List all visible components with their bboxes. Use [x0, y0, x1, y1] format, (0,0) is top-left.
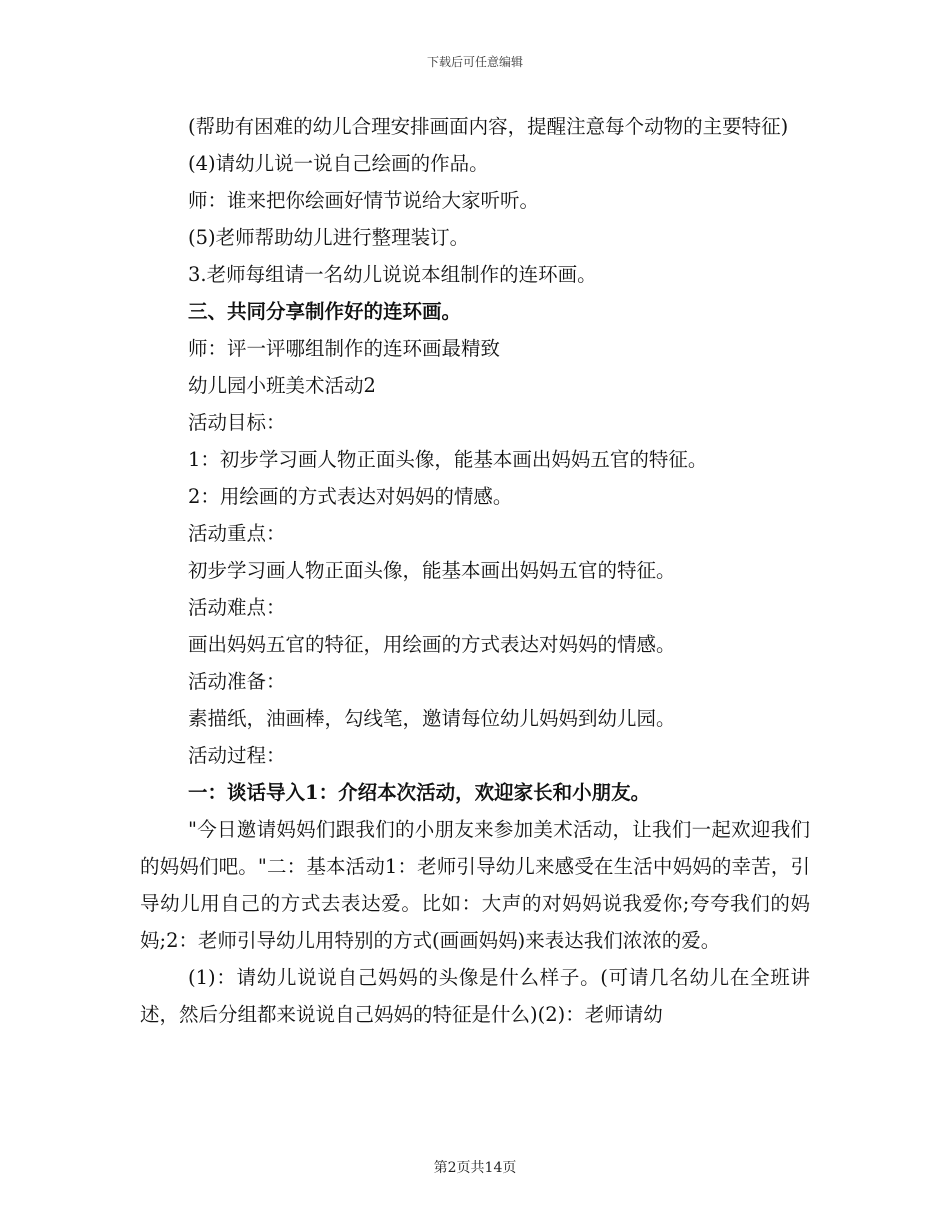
- label-goals: 活动目标：: [188, 411, 286, 434]
- paragraph-teacher-ask: 师：谁来把你绘画好情节说给大家听听。: [188, 189, 540, 212]
- preparation-text: 素描纸，油画棒，勾线笔，邀请每位幼儿妈妈到幼儿园。: [188, 707, 676, 730]
- paragraph-teacher-evaluate: 师：评一评哪组制作的连环画最精致: [188, 337, 501, 360]
- page-header: 下载后可任意编辑: [426, 55, 523, 69]
- paragraph-step-describe: (1)：请幼儿说说自己妈妈的头像是什么样子。(可请几名幼儿在全班讲述，然后分组都来说说自己妈妈的特征是什么)(2)：老师请幼: [140, 966, 810, 1026]
- section-heading-share: 三、共同分享制作好的连环画。: [188, 300, 462, 323]
- goal-2: 2：用绘画的方式表达对妈妈的情感。: [188, 485, 513, 508]
- label-key-points: 活动重点：: [188, 522, 286, 545]
- key-point-text: 初步学习画人物正面头像，能基本画出妈妈五官的特征。: [188, 559, 676, 582]
- page-footer: 第2页共14页: [433, 1160, 517, 1176]
- paragraph-step-5: (5)老师帮助幼儿进行整理装订。: [188, 226, 470, 249]
- paragraph-step-3: 3.老师每组请一名幼儿说说本组制作的连环画。: [188, 263, 597, 286]
- label-difficulties: 活动难点：: [188, 596, 286, 619]
- paragraph-step-4: (4)请幼儿说一说自己绘画的作品。: [188, 152, 489, 175]
- paragraph-help-note: (帮助有困难的幼儿合理安排画面内容，提醒注意每个动物的主要特征): [188, 115, 789, 138]
- paragraph-intro-body: "今日邀请妈妈们跟我们的小朋友来参加美术活动，让我们一起欢迎我们的妈妈们吧。"二：基本活动1：老师引导幼儿来感受在生活中妈妈的幸苦，引导幼儿用自己的方式去表达爱。比如：大声的对妈妈说我爱你;夸夸我们的妈妈;2：老师引导幼儿用特别的方式(画画妈妈)来表达我们浓浓的爱。: [140, 818, 810, 952]
- activity-title: 幼儿园小班美术活动2: [188, 374, 376, 397]
- document-body: [140, 108, 810, 1033]
- goal-1: 1：初步学习画人物正面头像，能基本画出妈妈五官的特征。: [188, 448, 708, 471]
- label-process: 活动过程：: [188, 744, 286, 767]
- difficulty-text: 画出妈妈五官的特征，用绘画的方式表达对妈妈的情感。: [188, 633, 676, 656]
- label-preparation: 活动准备：: [188, 670, 286, 693]
- section-heading-intro: 一：谈话导入1：介绍本次活动，欢迎家长和小朋友。: [188, 781, 651, 804]
